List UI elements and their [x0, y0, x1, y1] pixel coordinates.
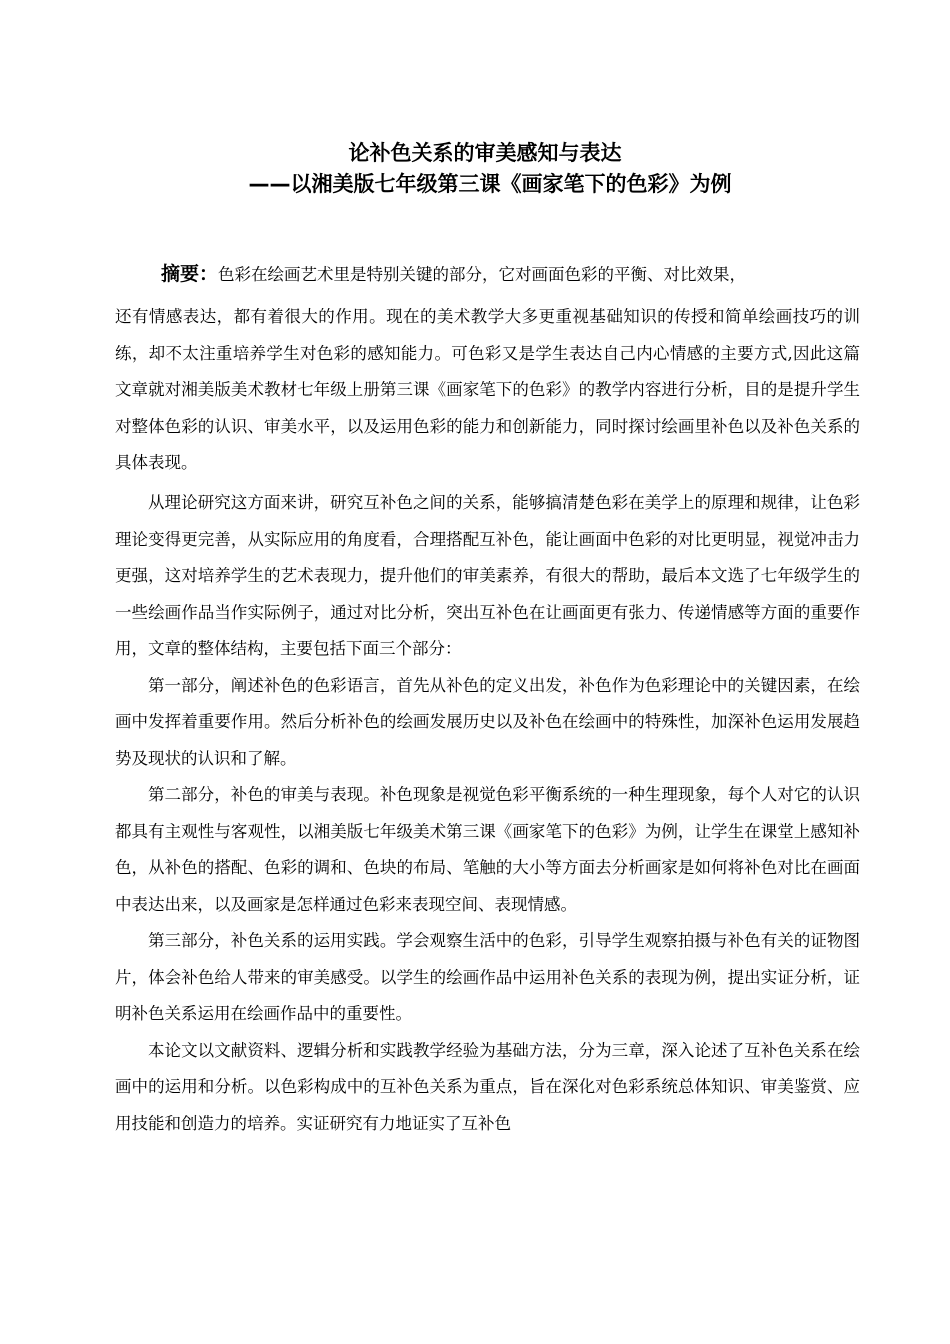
abstract-first-line: [115, 253, 860, 295]
body-paragraphs: [115, 485, 860, 1142]
paragraph-method: 本论文以文献资料、逻辑分析和实践教学经验为基础方法，分为三章，深入论述了互补色关系在绘画中的运用和分析。以色彩构成中的互补色关系为重点，旨在深化对色彩系统总体知识、审美鉴赏、应用技能和创造力的培养。实证研究有力地证实了互补色: [115, 1040, 860, 1133]
abstract-first-text: 色彩在绘画艺术里是特别关键的部分，它对画面色彩的平衡、对比效果，: [218, 265, 747, 284]
abstract-section: [115, 253, 860, 482]
paragraph-part-one: 第一部分，阐述补色的色彩语言，首先从补色的定义出发，补色作为色彩理论中的关键因素，在绘画中发挥着重要作用。然后分析补色的绘画发展历史以及补色在绘画中的特殊性，加深补色运用发展趋势及现状的认识和了解。: [115, 675, 860, 768]
abstract-label: 摘要：: [161, 263, 219, 285]
paragraph-part-three: 第三部分，补色关系的运用实践。学会观察生活中的色彩，引导学生观察拍摄与补色有关的证物图片，体会补色给人带来的审美感受。以学生的绘画作品中运用补色关系的表现为例，提出实证分析，证明补色关系运用在绘画作品中的重要性。: [115, 931, 860, 1023]
paragraph-theory: 从理论研究这方面来讲，研究互补色之间的关系，能够搞清楚色彩在美学上的原理和规律，让色彩理论变得更完善，从实际应用的角度看，合理搭配互补色，能让画面中色彩的对比更明显，视觉冲击力更强，这对培养学生的艺术表现力，提升他们的审美素养，有很大的帮助，最后本文选了七年级学生的一些绘画作品当作实际例子，通过对比分析，突出互补色在让画面更有张力、传递情感等方面的重要作用，文章的整体结构，主要包括下面三个部分：: [115, 493, 860, 658]
paper-subtitle: ——以湘美版七年级第三课《画家笔下的色彩》为例: [248, 172, 732, 196]
paragraph-part-two: 第二部分，补色的审美与表现。补色现象是视觉色彩平衡系统的一种生理现象，每个人对它的认识都具有主观性与客观性，以湘美版七年级美术第三课《画家笔下的色彩》为例，让学生在课堂上感知补色，从补色的搭配、色彩的调和、色块的布局、笔触的大小等方面去分析画家是如何将补色对比在画面中表达出来，以及画家是怎样通过色彩来表现空间、表现情感。: [115, 785, 860, 914]
paper-title-block: [0, 138, 950, 200]
abstract-body: 还有情感表达，都有着很大的作用。现在的美术教学大多更重视基础知识的传授和简单绘画技巧的训练，却不太注重培养学生对色彩的感知能力。可色彩又是学生表达自己内心情感的主要方式,因此这篇文章就对湘美版美术教材七年级上册第三课《画家笔下的色彩》的教学内容进行分析，目的是提升学生对整体色彩的认识、审美水平，以及运用色彩的能力和创新能力，同时探讨绘画里补色以及补色关系的具体表现。: [115, 307, 860, 472]
paper-title: 论补色关系的审美感知与表达: [348, 141, 622, 165]
